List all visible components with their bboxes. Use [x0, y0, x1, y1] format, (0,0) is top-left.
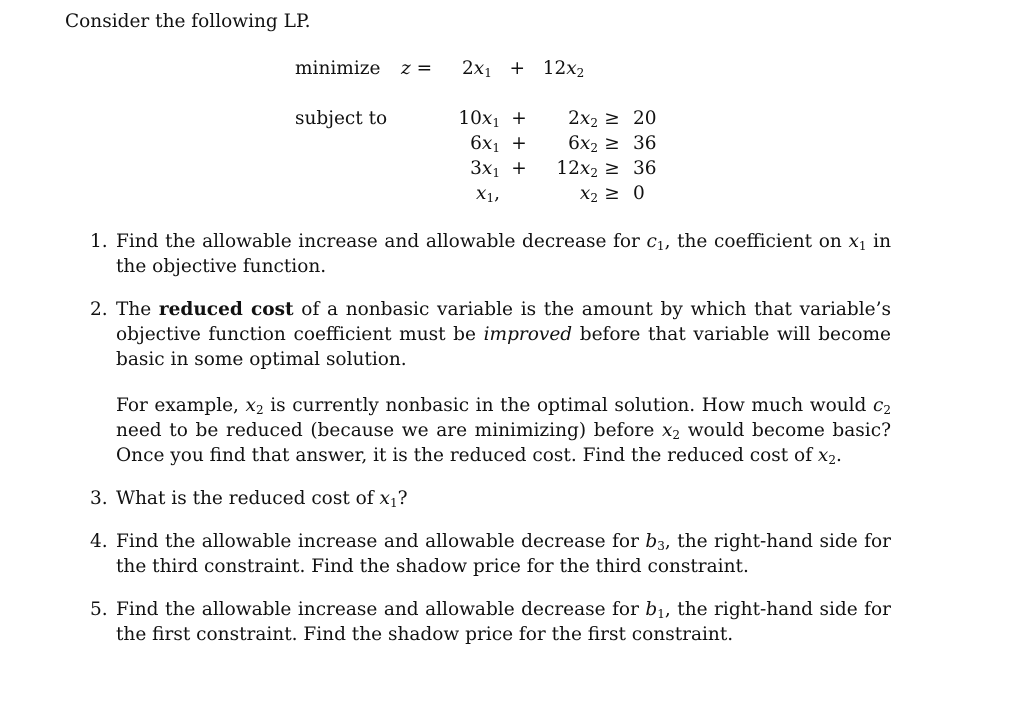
constraint-2-term-2: $6x_2$: [568, 133, 598, 155]
question-4-number: 4.: [90, 531, 108, 552]
question-2-number: 2.: [90, 299, 108, 320]
question-4-text: Find the allowable increase and allowable decrease for $b_3$, the right-hand side for the third constraint. Find the shadow price for the third constraint.: [116, 531, 891, 577]
objective-function: $2x_1$ + $12x_2$: [462, 58, 585, 80]
constraint-3-plus: +: [511, 158, 527, 179]
constraint-2-rhs: 36: [633, 133, 657, 154]
constraint-1-term-1: $10x_1$: [458, 108, 500, 130]
constraint-3-rhs: 36: [633, 158, 657, 179]
constraint-3-relation: ≥: [604, 158, 620, 179]
question-2-text: The reduced cost of a nonbasic variable is the amount by which that variable’s objective function coefficient must be improved before that variable will become basic in some optimal solution.: [116, 299, 891, 370]
minimize-label: minimize: [295, 58, 381, 79]
constraint-1-plus: +: [511, 108, 527, 129]
nonneg-relation: ≥: [604, 183, 620, 204]
constraint-1-relation: ≥: [604, 108, 620, 129]
question-2-example: For example, $x_2$ is currently nonbasic in the optimal solution. How much would $c_2$ need to be reduced (because we are minimizing) before $x_2$ would become basic? Once you find that answer, it is the reduced cost. Find the reduced cost of $x_2$.: [116, 395, 892, 467]
constraint-2-plus: +: [511, 133, 527, 154]
question-5-text: Find the allowable increase and allowable decrease for $b_1$, the right-hand side for the first constraint. Find the shadow price for the first constraint.: [116, 599, 891, 645]
nonneg-x2: $x_2$: [579, 183, 598, 205]
constraint-3-term-2: $12x_2$: [556, 158, 598, 180]
intro-text: Consider the following LP.: [65, 11, 311, 32]
question-1-number: 1.: [90, 231, 108, 252]
question-3-text: What is the reduced cost of $x_1$?: [116, 488, 408, 510]
question-1-text: Find the allowable increase and allowable decrease for $c_1$, the coefficient on $x_1$ in the objective function.: [116, 231, 891, 277]
constraint-1-rhs: 20: [633, 108, 657, 129]
subject-to-label: subject to: [295, 108, 388, 129]
constraint-3-term-1: $3x_1$: [470, 158, 500, 180]
constraint-2-relation: ≥: [604, 133, 620, 154]
reduced-cost-term: reduced cost: [158, 299, 294, 320]
question-3-number: 3.: [90, 488, 108, 509]
constraint-2-term-1: $6x_1$: [470, 133, 500, 155]
objective-z: z =: [401, 58, 433, 79]
question-5-number: 5.: [90, 599, 108, 620]
nonneg-x1: $x_1$,: [476, 183, 500, 205]
nonneg-rhs: 0: [633, 183, 645, 204]
constraint-1-term-2: $2x_2$: [568, 108, 598, 130]
